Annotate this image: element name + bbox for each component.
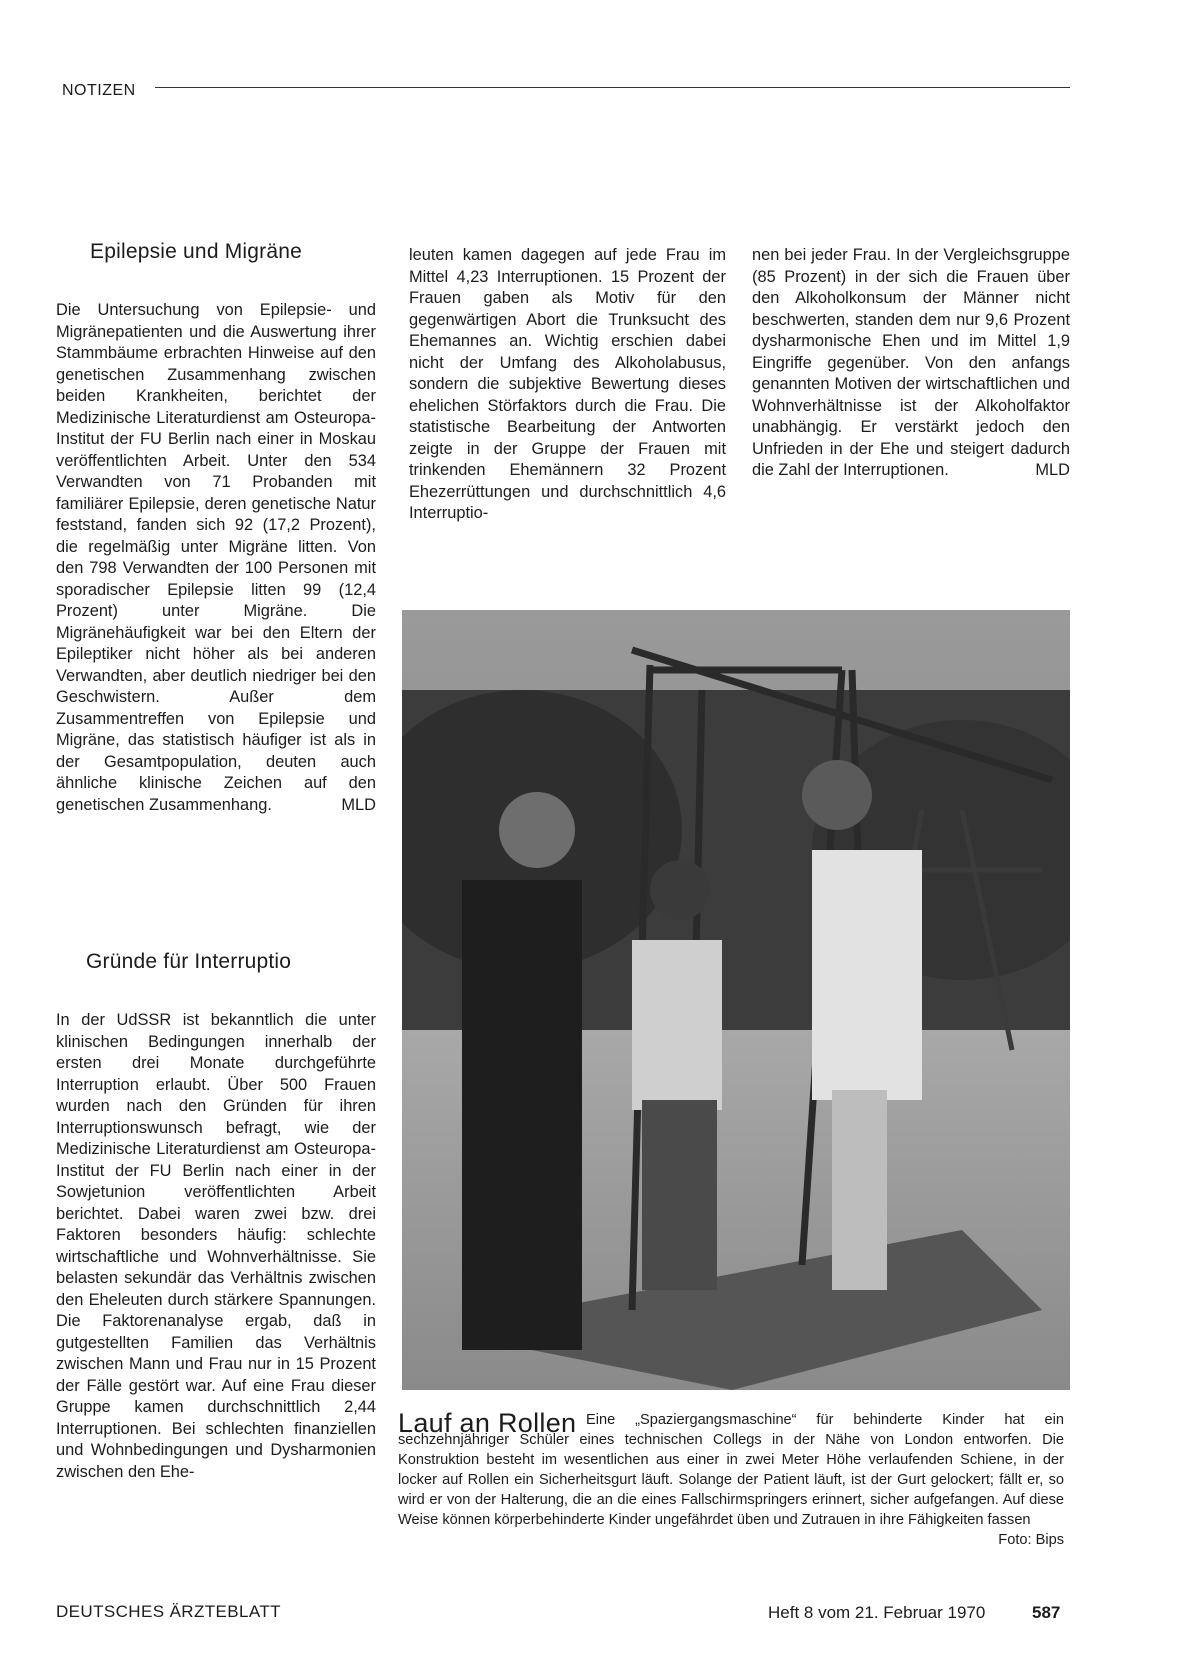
article-body-epilepsie: [56, 300, 376, 816]
caption-indent-spacer: [398, 1423, 586, 1424]
article-column-2: [409, 245, 726, 525]
photo-walking-machine: [402, 610, 1070, 1390]
article-text: nen bei jeder Frau. In der Vergleichsgruppe (85 Prozent) in der sich die Frauen über den Alkoholkonsum der Männer nicht beschwerten, standen dem nur 9,6 Prozent dysharmonische Ehen und im Mittel 1,9 Eingriffe gegenüber. Von den anfangs genannten Motiven der wirtschaftlichen und Wohnverhältnisse ist der Alkoholfaktor unabhängig. Er verstärkt jedoch den Unfrieden in der Ehe und steigert dadurch die Zahl der Interruptionen.: [752, 246, 1070, 479]
page-number: 587: [1032, 1603, 1061, 1622]
issue-info: Heft 8 vom 21. Februar 1970: [768, 1603, 986, 1622]
article-signature: MLD: [341, 795, 376, 814]
article-title-interruptio: Gründe für Interruptio: [86, 950, 292, 973]
article-text: In der UdSSR ist bekanntlich die unter klinischen Bedingungen innerhalb der ersten drei Monate durchgeführte Interruption erlaubt. Über 500 Frauen wurden nach den Gründen für ihren Interruptionswunsch befragt, wie der Medizinische Literaturdienst am Osteuropa-Institut der FU Berlin nach einer in der Sowjetunion veröffentlichten Arbeit berichtet. Dabei waren zwei bzw. drei Faktoren besonders häufig: schlechte wirtschaftliche und Wohnverhältnisse. Sie belasten sekundär das Verhältnis zwischen den Eheleuten durch stärkere Spannungen. Die Faktorenanalyse ergab, daß in gutgestellten Familien das Verhältnis zwischen Mann und Frau nur in 15 Prozent der Fälle gestört war. Auf eine Frau dieser Gruppe kamen durchschnittlich 2,44 Interruptionen. Bei schlechten finanziellen und Wohnbedingungen und Dysharmonien zwischen den Ehe-: [56, 1011, 376, 1481]
article-text: leuten kamen dagegen auf jede Frau im Mittel 4,23 Interruptionen. 15 Prozent der Frauen gaben als Motiv für den gegenwärtigen Abort die Trunksucht des Ehemannes an. Wichtig erschien dabei nicht der Umfang des Alkoholabusus, sondern die subjektive Bewertung dieses ehelichen Störfaktors durch die Frau. Die statistische Bearbeitung der Antworten zeigte in der Gruppe der Frauen mit trinkenden Ehemännern 32 Prozent Ehezerrüttungen und durchschnittlich 4,6 Interruptio-: [409, 246, 726, 522]
photo-illustration: [402, 610, 1070, 1390]
article-title-epilepsie: Epilepsie und Migräne: [90, 240, 302, 263]
photo-caption-title: Lauf an Rollen: [398, 1408, 577, 1438]
header-rule: [155, 87, 1070, 88]
photo-caption-text: Eine „Spaziergangsmaschine“ für behinderte Kinder hat ein sechzehnjähriger Schüler eines technischen Collegs in der Nähe von London entworfen. Die Konstruktion besteht im wesentlichen aus einer in zwei Meter Höhe verlaufenden Schiene, in der locker auf Rollen ein Sicherheitsgurt läuft. Solange der Patient läuft, ist der Gurt gelockert; fällt er, so wird er von der Halterung, die an die eines Fallschirmspringers erinnert, sicher aufgefangen. Auf diese Weise können körperbehinderte Kinder ungefährdet üben und Zutrauen in ihre Fähigkeiten fassen: [398, 1412, 1064, 1528]
publication-name: DEUTSCHES ÄRZTEBLATT: [56, 1602, 281, 1621]
section-label: NOTIZEN: [62, 82, 136, 99]
article-signature: MLD: [1035, 461, 1070, 479]
photo-caption: [398, 1410, 1064, 1550]
article-text: Die Untersuchung von Epilepsie- und Migränepatienten und die Auswertung ihrer Stammbäume erbrachten Hinweise auf den genetischen Zusammenhang zwischen beiden Krankheiten, berichtet der Medizinische Literaturdienst am Osteuropa-Institut der FU Berlin nach einer in Moskau veröffentlichten Arbeit. Unter den 534 Verwandten von 71 Probanden mit familiärer Epilepsie, deren genetische Natur feststand, fanden sich 92 (17,2 Prozent), die regelmäßig unter Migräne litten. Von den 798 Verwandten der 100 Personen mit sporadischer Epilepsie litten 99 (12,4 Prozent) unter Migräne. Die Migränehäufigkeit war bei den Eltern der Epileptiker nicht höher als bei anderen Verwandten, aber deutlich niedriger bei den Geschwistern. Außer dem Zusammentreffen von Epilepsie und Migräne, das statistisch häufiger ist als in der Gesamtpopulation, deuten auch ähnliche klinische Zeichen auf den genetischen Zusammenhang.: [56, 301, 376, 814]
article-column-3: [752, 245, 1070, 482]
photo-credit: Foto: Bips: [998, 1532, 1064, 1548]
article-column-1: [56, 1010, 376, 1483]
